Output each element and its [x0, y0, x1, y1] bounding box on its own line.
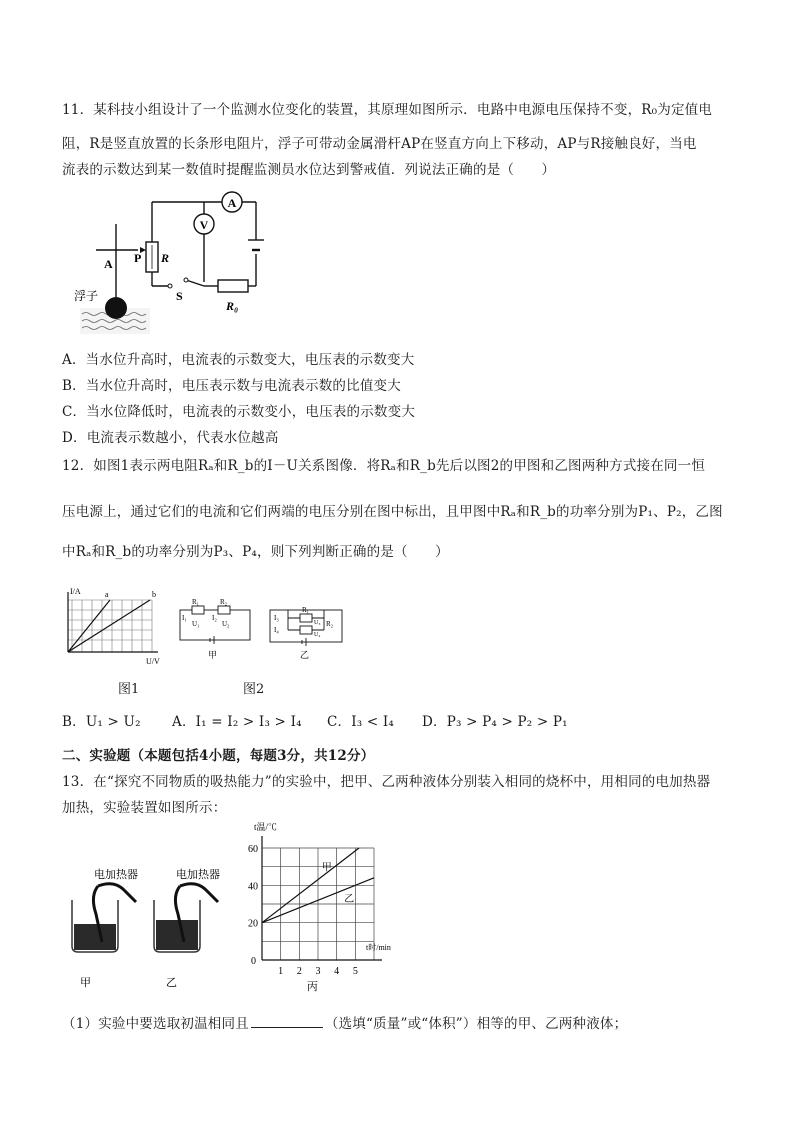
q11-option-b: B．当水位升高时，电压表示数与电流表示数的比值变大 [62, 378, 401, 394]
y-tick-label: 20 [248, 918, 258, 930]
s-label: S [176, 289, 183, 303]
fig1-line-a-label: a [105, 590, 109, 599]
q13-line-2: 加热，实验装置如图所示： [62, 800, 227, 816]
svg-text:V: V [199, 218, 209, 232]
fig2-right-u3: U₃ [314, 620, 321, 626]
q13-line-1: 13．在“探究不同物质的吸热能力”的实验中，把甲、乙两种液体分别装入相同的烧杯中，用相同的电加热器 [62, 774, 711, 790]
section2-title: 二、实验题（本题包括4小题，每题3分，共12分） [62, 748, 375, 764]
q12-figure2-circuits [176, 596, 348, 664]
fig2-left-r1: R₁ [192, 598, 200, 606]
q13-sub1-prefix: （1）实验中要选取初温相同且 [62, 1016, 249, 1032]
svg-text:A: A [227, 196, 237, 210]
q12-line-1: 12．如图1表示两电阻Rₐ和R_b的I－U关系图像．将Rₐ和R_b先后以图2的甲图和乙图两种方式接在同一恒 [62, 458, 706, 474]
q13-beakers-figure [62, 862, 242, 992]
chart-title: 丙 [306, 981, 318, 993]
voltmeter [194, 214, 214, 234]
y-axis-label: t温/℃ [254, 822, 278, 832]
q11-option-d: D．电流表示数越小，代表水位越高 [62, 430, 279, 446]
series-label-jia: 甲 [321, 862, 332, 874]
fig1-line-b-label: b [152, 590, 156, 599]
y-tick-label: 60 [248, 844, 258, 855]
fig2-left-i2: I₂ [212, 614, 217, 622]
resistor-r0 [218, 280, 248, 292]
fig1-caption: 图1 [118, 682, 140, 697]
fig2-right-r1: R₁ [302, 606, 310, 614]
fig2-left-u1: U₁ [192, 620, 200, 628]
line-a [68, 600, 110, 652]
fig2-right-label: 乙 [300, 650, 310, 660]
q11-option-c: C．当水位降低时，电流表的示数变小，电压表的示数变大 [62, 404, 416, 420]
fig2-right-i4: I₄ [274, 626, 279, 634]
beaker-right [154, 867, 220, 989]
x-tick-label: 3 [315, 966, 321, 977]
x-tick-label: 4 [334, 966, 340, 977]
origin-label: 0 [251, 956, 256, 967]
ammeter [222, 192, 242, 212]
p-label: P [134, 251, 142, 265]
q11-circuit-figure [66, 190, 286, 340]
x-tick-label: 1 [278, 966, 284, 977]
x-axis-label: t时/min [366, 943, 391, 952]
beaker-right-label: 乙 [166, 977, 177, 989]
beaker-left-label: 甲 [80, 977, 91, 989]
fig2-left-u2: U₂ [222, 620, 230, 628]
fig1-ylabel: I/A [70, 587, 81, 596]
beaker-right-heater-label: 电加热器 [176, 869, 220, 881]
beaker-left-heater-label: 电加热器 [94, 869, 138, 881]
q11-line-1: 11．某科技小组设计了一个监测水位变化的装置，其原理如图所示．电路中电源电压保持不变，R₀为定值电 [62, 102, 713, 118]
fig2-right-u4: U₄ [314, 632, 321, 638]
fig2-left-label: 甲 [208, 650, 218, 660]
q13-sub1-suffix: （选填“质量”或“体积”）相等的甲、乙两种液体； [324, 1016, 628, 1032]
q12-option-b: B．U₁ > U₂ [62, 714, 141, 730]
battery [248, 240, 264, 250]
chart-grid [262, 848, 374, 960]
float-ball [105, 297, 127, 319]
line-b [68, 600, 150, 652]
r0-label: R₀ [226, 299, 239, 313]
q12-option-a: A．I₁ = I₂ > I₃ > I₄ [172, 714, 302, 730]
q12-option-c: C．I₃ < I₄ [327, 714, 395, 730]
fig2-caption: 图2 [243, 682, 265, 697]
fig2-right-r2: R₂ [326, 620, 334, 628]
fig1-xlabel: U/V [146, 657, 160, 666]
beaker-left [72, 867, 138, 989]
series-label-yi: 乙 [344, 894, 355, 906]
a-label: A [104, 257, 113, 271]
fig2-left-i1: I₁ [182, 614, 187, 622]
q13-sub1-answer-blank[interactable] [251, 1015, 323, 1028]
fig2-left-r2: R₂ [220, 598, 228, 606]
q12-option-d: D．P₃ > P₄ > P₂ > P₁ [422, 714, 568, 730]
r-label: R [161, 251, 170, 265]
float-label: 浮子 [74, 289, 99, 303]
fig2-right-i3: I₃ [274, 614, 279, 622]
q13-sub1 [62, 1012, 627, 1032]
q13-chart [240, 814, 420, 994]
q12-line-3: 中Rₐ和R_b的功率分别为P₃、P₄，则下列判断正确的是（ ） [62, 544, 449, 560]
x-tick-label: 2 [296, 966, 302, 977]
q12-line-2: 压电源上，通过它们的电流和它们两端的电压分别在图中标出，且甲图中Rₐ和R_b的功率分别为P₁、P₂，乙图 [62, 504, 723, 520]
y-tick-label: 40 [248, 881, 258, 893]
q11-line-3: 流表的示数达到某一数值时提醒监测员水位达到警戒值．列说法正确的是（ ） [62, 162, 556, 178]
q11-option-a: A．当水位升高时，电流表的示数变大，电压表的示数变大 [62, 352, 415, 368]
q11-line-2: 阻，R是竖直放置的长条形电阻片，浮子可带动金属滑杆AP在竖直方向上下移动，AP与R接触良好，当电 [62, 136, 697, 152]
x-tick-label: 5 [352, 966, 358, 977]
q12-figure1-graph [62, 586, 172, 666]
